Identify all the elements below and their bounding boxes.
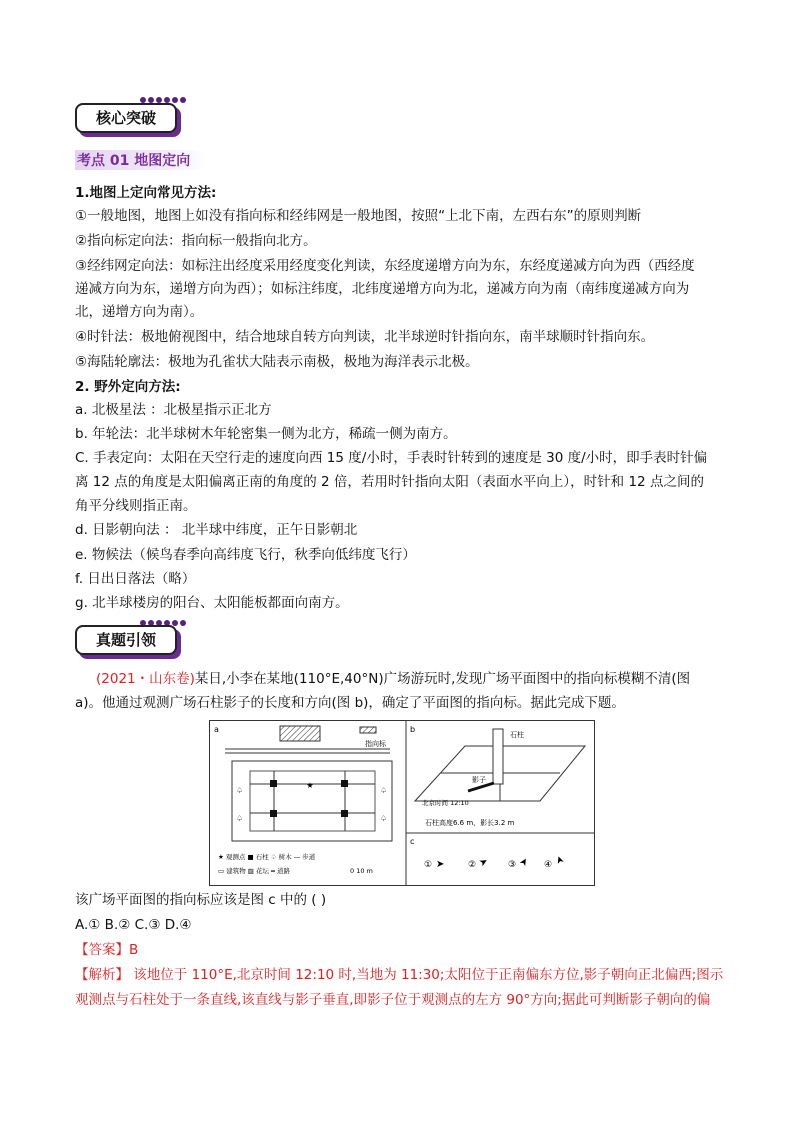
compass-placeholder	[360, 727, 376, 733]
question-source: (2021・山东卷)	[96, 671, 195, 687]
sec1-line: ④时针法：极地俯视图中，结合地球自转方向判读，北半球逆时针指向东，南半球顺时针指向东。	[75, 329, 655, 345]
section1-title: 1.地图上定向常见方法:	[75, 185, 217, 201]
svg-text:➤: ➤	[477, 855, 491, 870]
analysis-line2: 观测点与石柱处于一条直线,该直线与影子垂直,即影子位于观测点的左方 90°方向;据此可判断影子朝向的偏	[75, 992, 711, 1008]
scale-label: 0 10 m	[350, 867, 373, 875]
time-label: 北京时间 12:10	[422, 799, 469, 807]
label-a: a	[214, 725, 219, 734]
label-b: b	[410, 725, 416, 734]
svg-text:♤: ♤	[380, 814, 388, 823]
shadow	[468, 783, 494, 791]
observation-star: ★	[306, 781, 314, 790]
question-options: A.① B.② C.③ D.④	[75, 917, 192, 933]
walkway-outline	[250, 771, 375, 831]
svg-text:♤: ♤	[236, 814, 244, 823]
shadow-label: 影子	[472, 776, 486, 784]
svg-text:➤: ➤	[553, 853, 568, 866]
label-c: c	[410, 837, 415, 846]
pillar-label: 石柱	[510, 731, 524, 739]
plaza-outline	[232, 761, 392, 841]
sec1-line: ⑤海陆轮廓法：极地为孔雀状大陆表示南极，极地为海洋表示北极。	[75, 354, 479, 370]
kaodian-heading	[75, 150, 205, 170]
core-breakthrough-badge: 核心突破	[75, 103, 177, 133]
question-figure	[209, 720, 595, 886]
legend-line1: ★ 观测点 ■ 石柱 ♤ 树木 — 步道	[218, 853, 316, 861]
svg-text:♤: ♤	[236, 786, 244, 795]
pillar	[270, 780, 277, 787]
question-stem-line1	[96, 670, 690, 688]
compass-label: 指向标	[365, 740, 386, 748]
pillar	[341, 810, 348, 817]
section2-title: 2. 野外定向方法:	[75, 379, 181, 395]
option-2: ②	[468, 860, 477, 870]
sec2-line: 角平分线则指正南。	[75, 498, 197, 514]
sec1-line: ③经纬网定向法：如标注出经度采用经度变化判读，东经度递增方向为东，东经度递减方向为西（西经度	[75, 258, 695, 274]
building-block	[280, 726, 320, 741]
sec1-line: ②指向标定向法：指向标一般指向北方。	[75, 233, 317, 249]
option-1: ①	[424, 860, 433, 870]
pillar	[270, 810, 277, 817]
question-ask: 该广场平面图的指向标应该是图 c 中的 ( )	[75, 892, 327, 908]
real-exam-badge: 真题引领	[75, 625, 177, 655]
sec2-line: C. 手表定向：太阳在天空行走的速度向西 15 度/小时，手表时针转到的速度是 30 度/小时，即手表时针偏	[75, 450, 708, 466]
svg-text:➤: ➤	[436, 859, 445, 870]
sec2-line: f. 日出日落法（略）	[75, 571, 196, 587]
pillar	[341, 780, 348, 787]
sec2-line: d. 日影朝向法 ： 北半球中纬度，正午日影朝北	[75, 522, 358, 538]
analysis-line1: 【解析】 该地位于 110°E,北京时间 12:10 时,当地为 11:30;太阳位于正南偏东方位,影子朝向正北偏西;图示	[75, 967, 724, 983]
legend-line2: ▭ 建筑物 ▨ 花坛 ═ 道路	[218, 867, 291, 875]
answer: 【答案】B	[75, 942, 139, 958]
question-stem-line2: a)。他通过观测广场石柱影子的长度和方向(图 b)，确定了平面图的指向标。据此完成下题。	[75, 695, 625, 711]
option-4: ④	[544, 860, 553, 870]
sec2-line: a. 北极星法 ：北极星指示正北方	[75, 402, 272, 418]
measure-label: 石柱高度6.6 m，影长3.2 m	[425, 819, 515, 827]
svg-text:➤: ➤	[517, 855, 532, 869]
stone-pillar	[493, 729, 503, 784]
kaodian-title: 考点 01 地图定向	[77, 153, 191, 169]
sec1-line: 北，递增方向为南）。	[75, 304, 204, 320]
option-3: ③	[508, 860, 517, 870]
sec2-line: e. 物候法（候鸟春季向高纬度飞行，秋季向低纬度飞行）	[75, 547, 416, 563]
sec2-line: g. 北半球楼房的阳台、太阳能板都面向南方。	[75, 595, 349, 611]
figure-svg	[210, 721, 594, 885]
sec2-line: 离 12 点的角度是太阳偏离正南的角度的 2 倍，若用时针指向太阳（表面水平向上），时针和 12 点之间的	[75, 474, 704, 490]
svg-text:♤: ♤	[380, 786, 388, 795]
sec1-line: 递减方向为东，递增方向为西）；如标注纬度，北纬度递增方向为北，递减方向为南（南纬度递减方向为	[75, 281, 690, 297]
stem-text: 某日,小李在某地(110°E,40°N)广场游玩时,发现广场平面图中的指向标模糊不清(图	[194, 671, 691, 687]
sec2-line: b. 年轮法：北半球树木年轮密集一侧为北方，稀疏一侧为南方。	[75, 426, 457, 442]
sec1-line: ①一般地图，地图上如没有指向标和经纬网是一般地图，按照“上北下南，左西右东”的原则判断	[75, 208, 642, 224]
